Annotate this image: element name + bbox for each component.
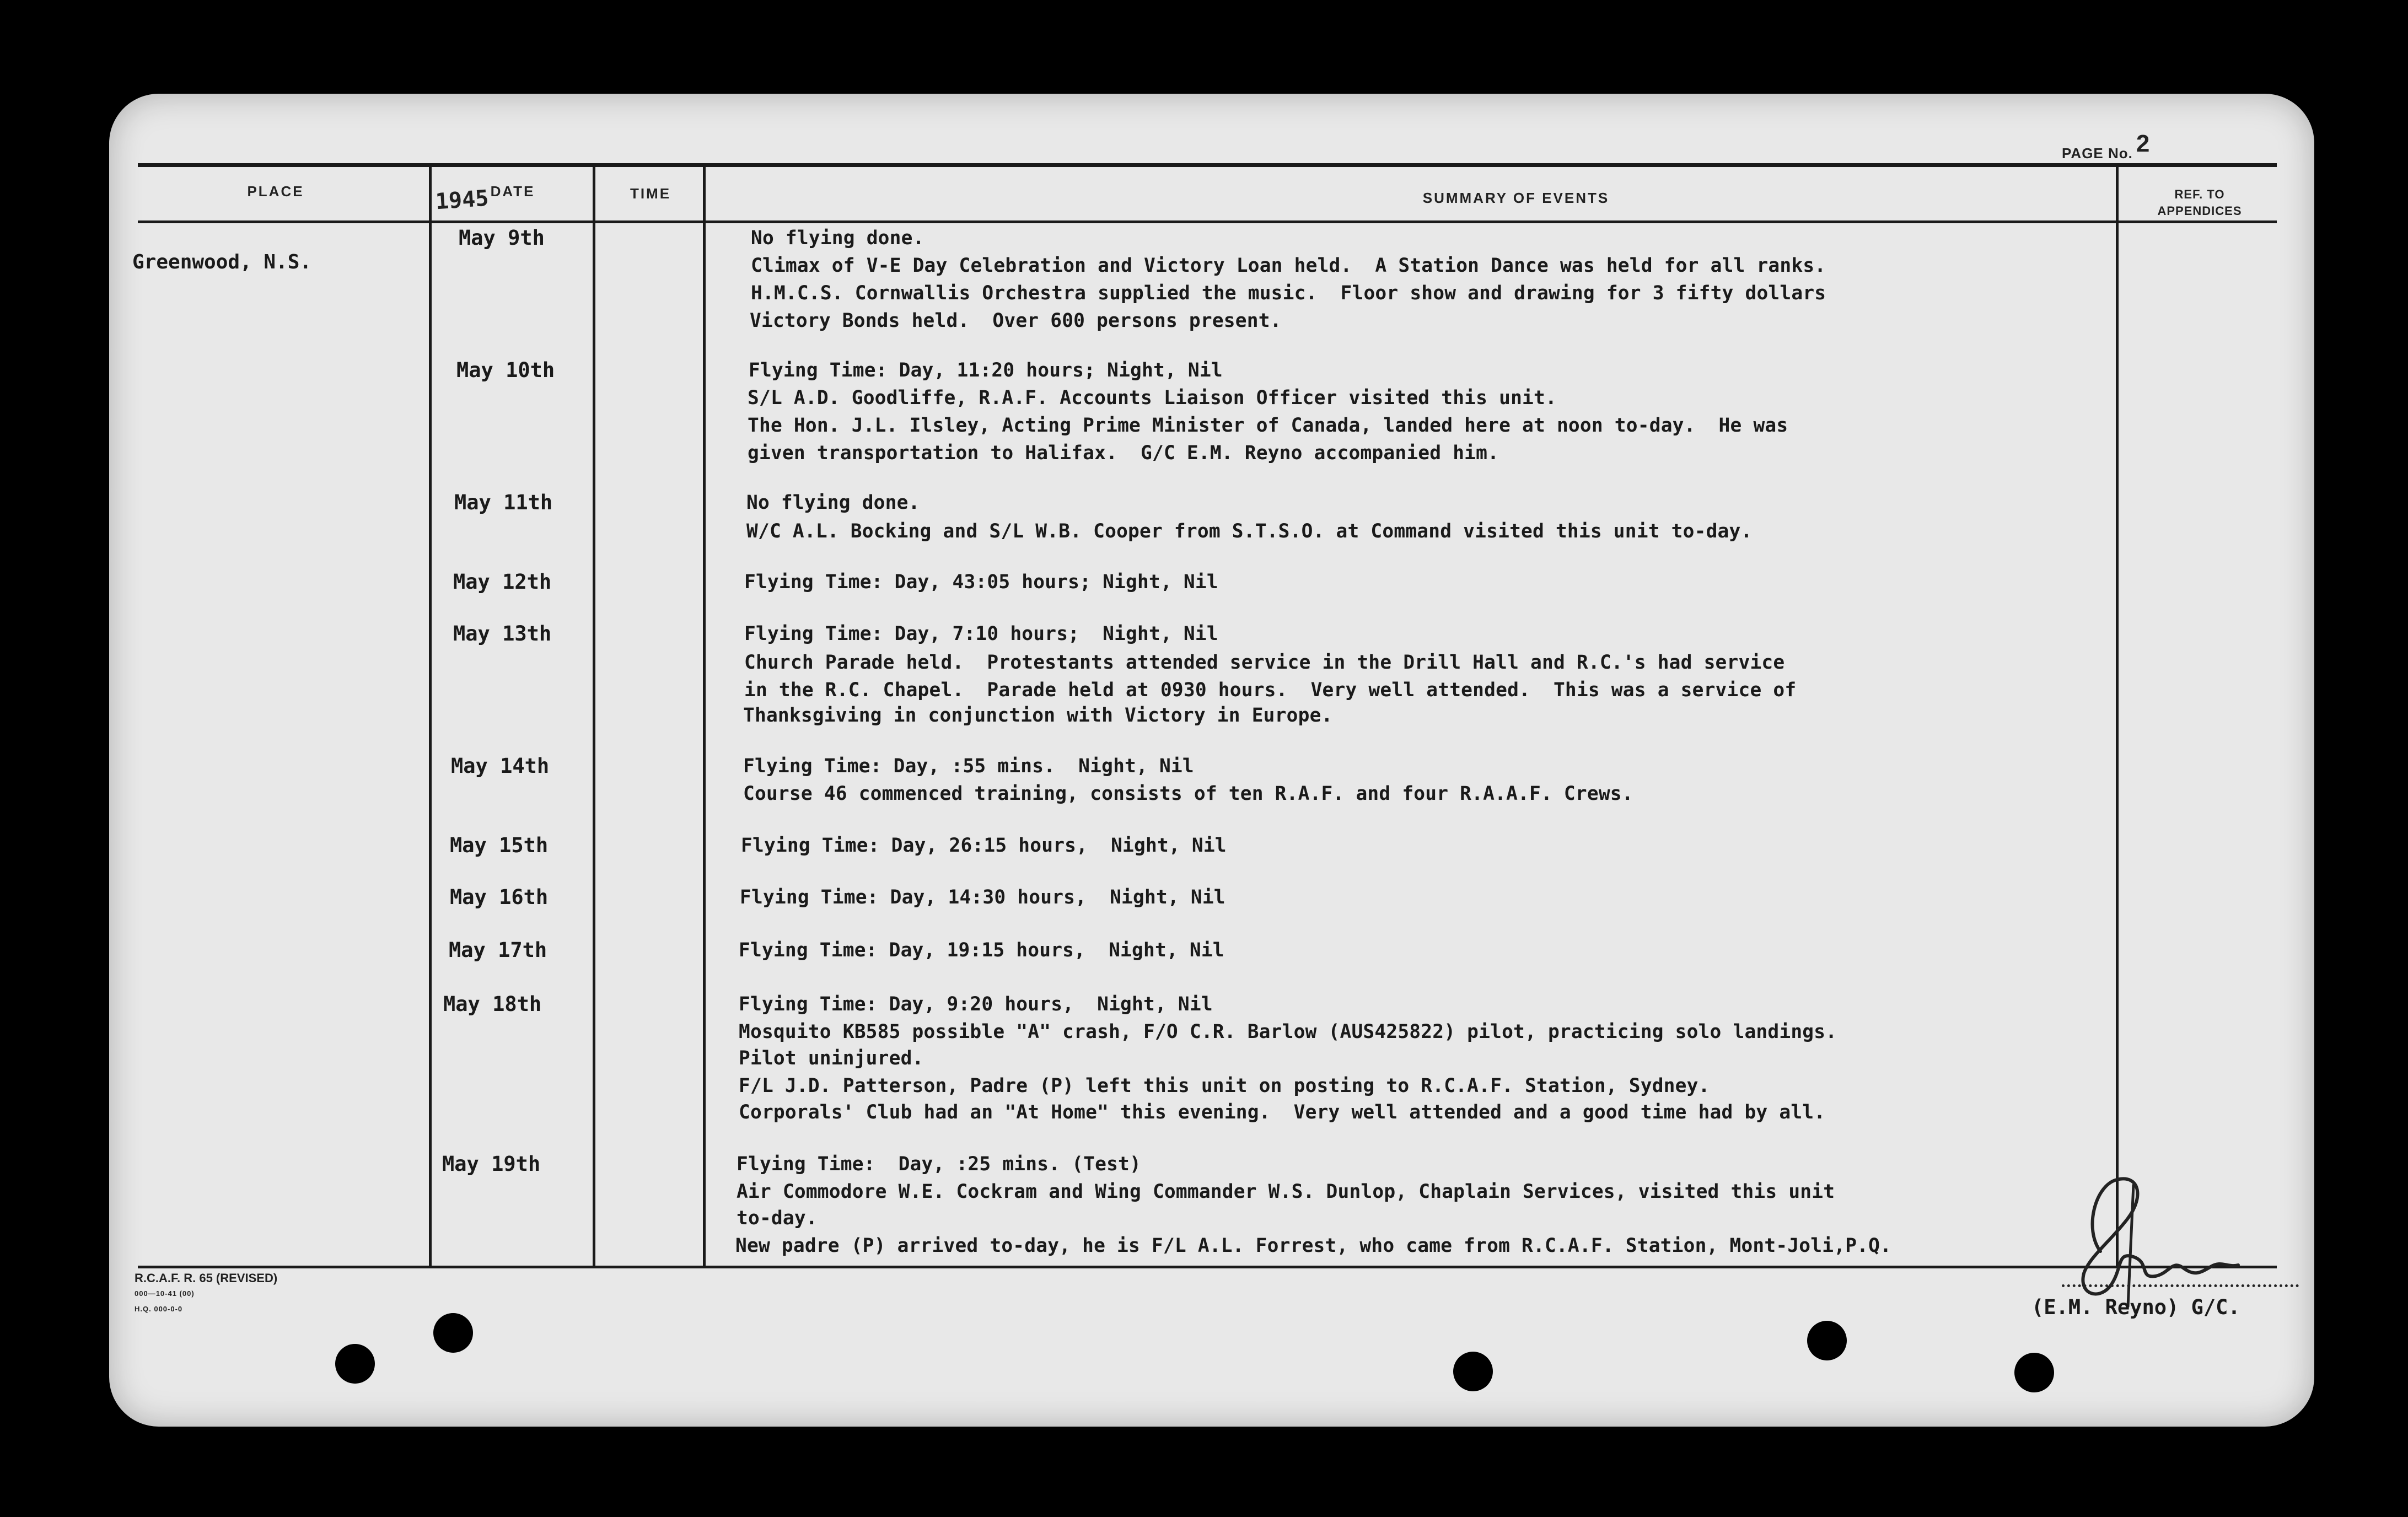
event-line: Victory Bonds held. Over 600 persons present.: [750, 310, 1282, 332]
column-divider-time: [703, 165, 706, 1268]
event-line: New padre (P) arrived to-day, he is F/L A.L. Forrest, who came from R.C.A.F. Station, Mont-Joli,P.Q.: [735, 1235, 1892, 1257]
event-line: Church Parade held. Protestants attended service in the Drill Hall and R.C.'s had service: [744, 652, 1785, 674]
entry-date: May 18th: [443, 992, 542, 1016]
event-line: Flying Time: Day, 9:20 hours, Night, Nil: [739, 993, 1213, 1015]
entry-date: May 17th: [449, 938, 547, 962]
event-line: in the R.C. Chapel. Parade held at 0930 hours. Very well attended. This was a service of: [744, 679, 1797, 701]
event-line: Flying Time: Day, 14:30 hours, Night, Nil: [740, 886, 1226, 908]
event-line: No flying done.: [746, 492, 920, 514]
header-ref-line1: REF. TO: [2174, 187, 2225, 201]
entry-date: May 14th: [451, 754, 550, 778]
event-line: Flying Time: Day, :55 mins. Night, Nil: [743, 755, 1194, 777]
event-line: Pilot uninjured.: [739, 1047, 924, 1069]
entry-date: May 19th: [442, 1152, 541, 1176]
event-line: to-day.: [737, 1207, 818, 1229]
event-line: Climax of V-E Day Celebration and Victory Loan held. A Station Dance was held for all ranks.: [751, 255, 1826, 277]
bottom-rule: [138, 1266, 2277, 1268]
event-line: Flying Time: Day, :25 mins. (Test): [737, 1153, 1141, 1175]
column-divider-date: [593, 165, 595, 1268]
header-date: DATE: [490, 183, 535, 200]
event-line: The Hon. J.L. Ilsley, Acting Prime Minister of Canada, landed here at noon to-day. He was: [748, 415, 1788, 437]
entry-date: May 9th: [459, 226, 545, 250]
punch-hole: [335, 1344, 375, 1384]
entry-date: May 15th: [450, 833, 549, 857]
signature-name: (E.M. Reyno) G/C.: [2031, 1295, 2240, 1319]
year: 1945: [434, 185, 490, 215]
event-line: H.M.C.S. Cornwallis Orchestra supplied the music. Floor show and drawing for 3 fifty dollars: [751, 282, 1826, 304]
entry-date: May 12th: [453, 570, 552, 594]
top-rule: [138, 163, 2277, 167]
header-summary: SUMMARY OF EVENTS: [1422, 190, 1610, 206]
event-line: F/L J.D. Patterson, Padre (P) left this unit on posting to R.C.A.F. Station, Sydney.: [739, 1075, 1710, 1097]
event-line: Course 46 commenced training, consists of ten R.A.F. and four R.A.A.F. Crews.: [743, 783, 1633, 805]
page-number: PAGE No. 2: [2062, 130, 2151, 162]
entry-date: May 11th: [454, 491, 553, 514]
event-line: Mosquito KB585 possible "A" crash, F/O C.R. Barlow (AUS425822) pilot, practicing solo landings.: [739, 1021, 1837, 1043]
event-line: W/C A.L. Bocking and S/L W.B. Cooper from S.T.S.O. at Command visited this unit to-day.: [746, 520, 1753, 542]
punch-hole: [1807, 1321, 1847, 1360]
event-line: Flying Time: Day, 43:05 hours; Night, Nil: [744, 571, 1218, 593]
event-line: Air Commodore W.E. Cockram and Wing Commander W.S. Dunlop, Chaplain Services, visited this unit: [737, 1181, 1835, 1203]
punch-hole: [2014, 1353, 2054, 1392]
place-name: Greenwood, N.S.: [132, 251, 312, 273]
event-line: Corporals' Club had an "At Home" this evening. Very well attended and a good time had by all.: [739, 1101, 1826, 1123]
entry-date: May 10th: [456, 358, 555, 382]
entry-date: May 13th: [453, 622, 552, 645]
signature-line: [2062, 1284, 2299, 1287]
event-line: No flying done.: [751, 227, 925, 249]
event-line: Flying Time: Day, 26:15 hours, Night, Nil: [741, 835, 1227, 857]
event-line: Flying Time: Day, 7:10 hours; Night, Nil: [744, 623, 1218, 645]
event-line: given transportation to Halifax. G/C E.M. Reyno accompanied him.: [748, 442, 1499, 464]
header-rule: [138, 220, 2277, 223]
entry-date: May 16th: [450, 885, 549, 909]
column-divider-ref: [2116, 165, 2119, 1268]
punch-hole: [1453, 1352, 1493, 1391]
event-line: Flying Time: Day, 11:20 hours; Night, Nil: [749, 359, 1223, 381]
header-ref-line2: APPENDICES: [2157, 204, 2242, 218]
form-identifier: R.C.A.F. R. 65 (REVISED) 000—10-41 (00) H.Q. 000-0-0: [135, 1271, 278, 1313]
punch-hole: [433, 1313, 473, 1353]
header-time: TIME: [630, 185, 671, 202]
event-line: Flying Time: Day, 19:15 hours, Night, Nil: [739, 939, 1224, 961]
column-divider-place: [429, 165, 432, 1268]
event-line: S/L A.D. Goodliffe, R.A.F. Accounts Liaison Officer visited this unit.: [748, 387, 1557, 409]
header-place: PLACE: [247, 183, 304, 200]
event-line: Thanksgiving in conjunction with Victory in Europe.: [743, 704, 1333, 727]
